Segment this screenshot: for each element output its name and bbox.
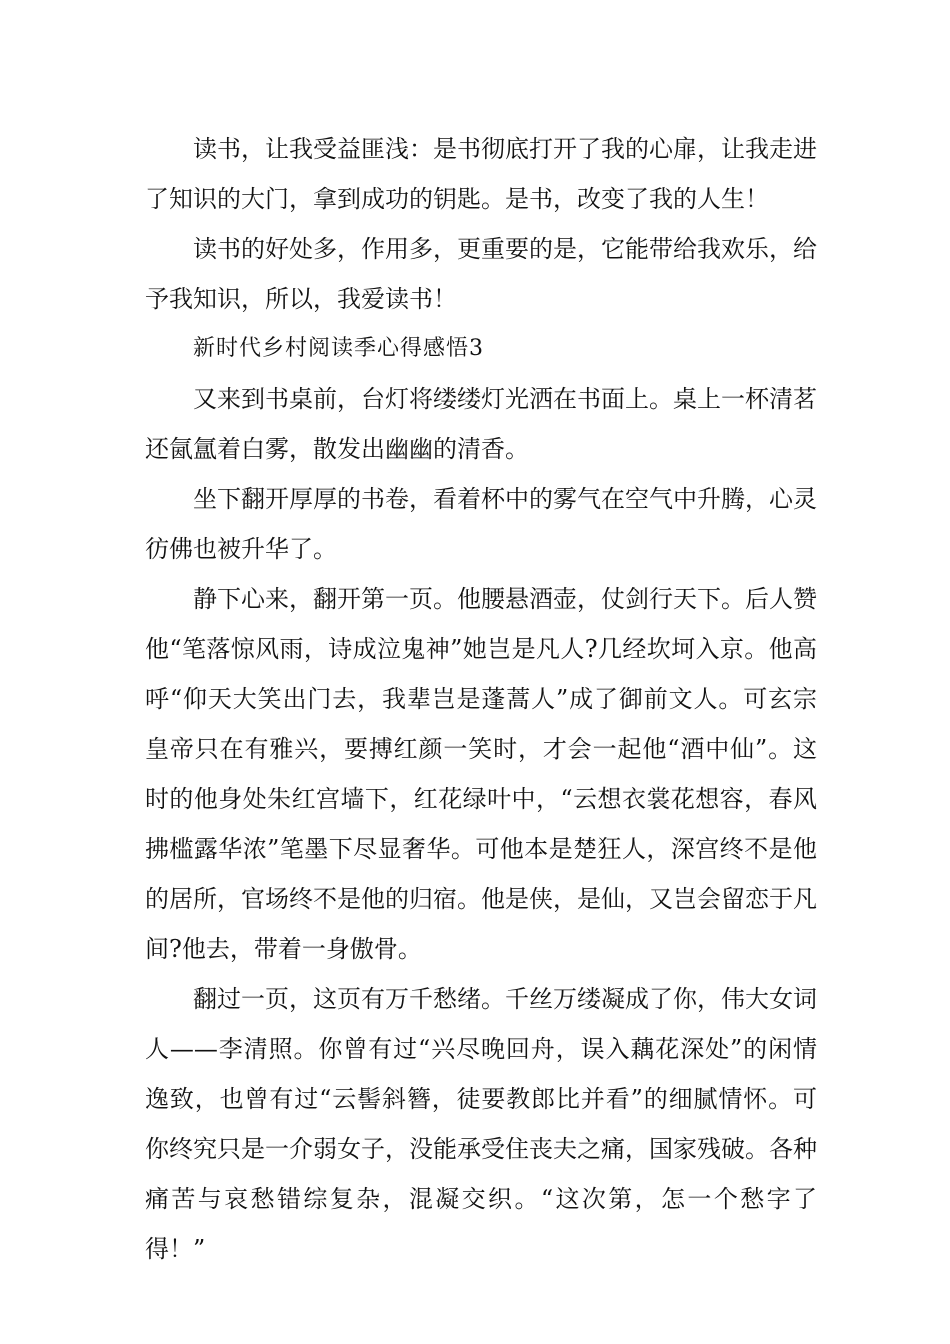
paragraph: 翻过一页，这页有万千愁绪。千丝万缕凝成了你，伟大女词人——李清照。你曾有过“兴尽晚回舟，误入藕花深处”的闲情逸致，也曾有过“云髻斜簪，徒要教郎比并看”的细腻情怀。可你终究只是一介弱女子，没能承受住丧夫之痛，国家残破。各种痛苦与哀愁错综复杂，混凝交织。“这次第，怎一个愁字了得！” — [145, 985, 817, 1263]
section-title: 新时代乡村阅读季心得感悟3 — [193, 336, 484, 361]
paragraph: 读书的好处多，作用多，更重要的是，它能带给我欢乐，给予我知识，所以，我爱读书！ — [145, 235, 817, 313]
paragraph: 坐下翻开厚厚的书卷，看着杯中的雾气在空气中升腾，心灵彷佛也被升华了。 — [145, 485, 817, 563]
paragraph: 又来到书桌前，台灯将缕缕灯光洒在书面上。桌上一杯清茗还氤氲着白雾，散发出幽幽的清香。 — [145, 385, 817, 463]
document-body — [145, 124, 817, 1274]
paragraph: 读书，让我受益匪浅：是书彻底打开了我的心扉，让我走进了知识的大门，拿到成功的钥匙。是书，改变了我的人生！ — [145, 135, 817, 213]
paragraph: 静下心来，翻开第一页。他腰悬酒壶，仗剑行天下。后人赞他“笔落惊风雨，诗成泣鬼神”她岂是凡人?几经坎坷入京。他高呼“仰天大笑出门去，我辈岂是蓬蒿人”成了御前文人。可玄宗皇帝只在有雅兴，要搏红颜一笑时，才会一起他“酒中仙”。这时的他身处朱红宫墙下，红花绿叶中，“云想衣裳花想容，春风拂槛露华浓”笔墨下尽显奢华。可他本是楚狂人，深宫终不是他的居所，官场终不是他的归宿。他是侠，是仙，又岂会留恋于凡间?他去，带着一身傲骨。 — [145, 585, 817, 963]
